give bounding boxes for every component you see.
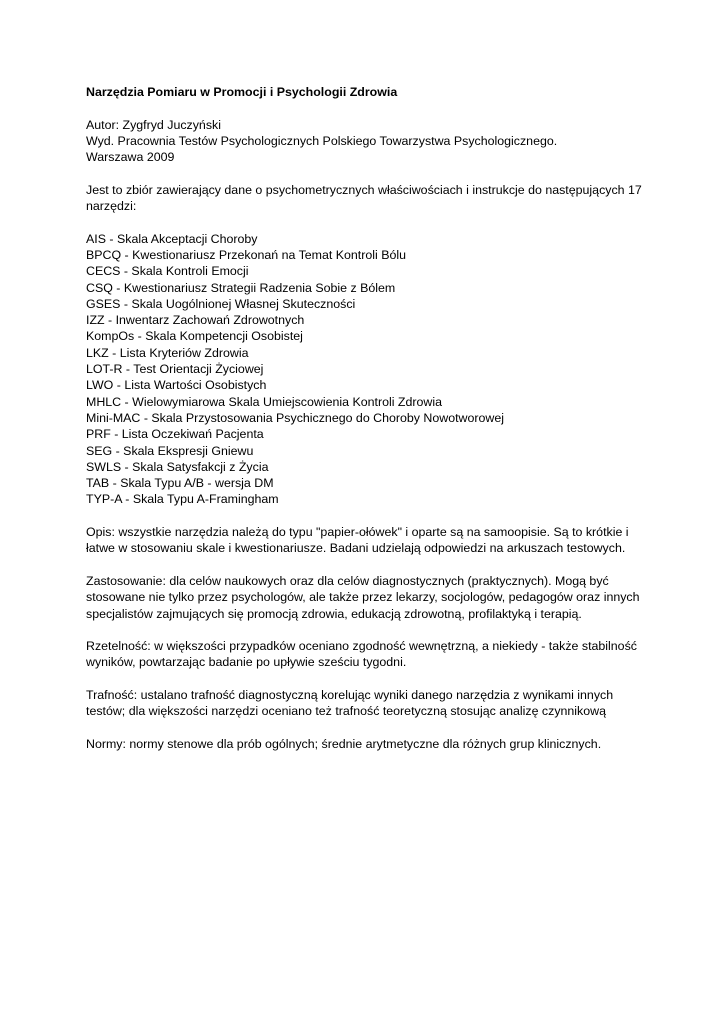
intro-line: Jest to zbiór zawierający dane o psychometrycznych właściwościach i instrukcje do następujących 17 (86, 182, 642, 197)
spacer (86, 671, 646, 687)
tool-item: AIS - Skala Akceptacji Choroby (86, 231, 258, 246)
tool-item: MHLC - Wielowymiarowa Skala Umiejscowienia Kontroli Zdrowia (86, 394, 442, 409)
publisher-line: Wyd. Pracownia Testów Psychologicznych Polskiego Towarzystwa Psychologicznego. (86, 133, 558, 148)
tool-item: SWLS - Skala Satysfakcji z Życia (86, 459, 269, 474)
spacer (86, 165, 646, 181)
zastosowanie-line: stosowane nie tylko przez psychologów, ale także przez lekarzy, socjologów, pedagogów oraz innych (86, 590, 640, 605)
place-year-line: Warszawa 2009 (86, 150, 175, 165)
trafnosc-line: testów; dla większości narzędzi oceniano też trafność teoretyczną stosując analizę czynnikową (86, 704, 606, 719)
tool-item: KompOs - Skala Kompetencji Osobistej (86, 329, 303, 344)
tool-item: LWO - Lista Wartości Osobistych (86, 378, 267, 393)
spacer (86, 720, 646, 736)
zastosowanie-line: specjalistów zajmujących się promocją zdrowia, edukacją zdrowotną, profilaktyką i terapią. (86, 606, 582, 621)
tool-item: IZZ - Inwentarz Zachowań Zdrowotnych (86, 313, 305, 328)
tool-item: PRF - Lista Oczekiwań Pacjenta (86, 427, 264, 442)
opis-line: Opis: wszystkie narzędzia należą do typu "papier-ołówek" i oparte są na samoopisie. Są to krótkie i (86, 525, 629, 540)
tool-item: CECS - Skala Kontroli Emocji (86, 264, 249, 279)
tool-item: BPCQ - Kwestionariusz Przekonań na Temat Kontroli Bólu (86, 247, 407, 262)
tool-item: CSQ - Kwestionariusz Strategii Radzenia Sobie z Bólem (86, 280, 396, 295)
tool-item: TYP-A - Skala Typu A-Framingham (86, 492, 279, 507)
intro-line: narzędzi: (86, 199, 137, 214)
opis-paragraph (86, 524, 646, 557)
rzetelnosc-line: wyników, powtarzając badanie po upływie sześciu tygodni. (86, 655, 407, 670)
tool-item: Mini-MAC - Skala Przystosowania Psychicznego do Choroby Nowotworowej (86, 410, 505, 425)
trafnosc-line: Trafność: ustalano trafność diagnostyczną korelując wyniki danego narzędzia z wynikami innych (86, 687, 614, 702)
tools-list (86, 231, 646, 508)
tool-item: LKZ - Lista Kryteriów Zdrowia (86, 345, 249, 360)
opis-line: łatwe w stosowaniu skale i kwestionariusze. Badani udzielają odpowiedzi na arkuszach testowych. (86, 541, 626, 556)
spacer (86, 214, 646, 230)
author-line: Autor: Zygfryd Juczyński (86, 117, 221, 132)
zastosowanie-line: Zastosowanie: dla celów naukowych oraz dla celów diagnostycznych (praktycznych). Mogą być (86, 573, 609, 588)
document-page (86, 84, 646, 752)
spacer (86, 100, 646, 116)
spacer (86, 557, 646, 573)
trafnosc-paragraph (86, 687, 646, 720)
spacer (86, 622, 646, 638)
normy-line: Normy: normy stenowe dla prób ogólnych; średnie arytmetyczne dla różnych grup klinicznych. (86, 736, 602, 751)
zastosowanie-paragraph (86, 573, 646, 622)
intro-paragraph (86, 182, 646, 215)
document-title: Narzędzia Pomiaru w Promocji i Psychologii Zdrowia (86, 85, 398, 99)
rzetelnosc-line: Rzetelność: w większości przypadków oceniano zgodność wewnętrzną, a niekiedy - także stabilność (86, 639, 637, 654)
tool-item: LOT-R - Test Orientacji Życiowej (86, 362, 264, 377)
tool-item: SEG - Skala Ekspresji Gniewu (86, 443, 254, 458)
rzetelnosc-paragraph (86, 638, 646, 671)
tool-item: GSES - Skala Uogólnionej Własnej Skuteczności (86, 296, 356, 311)
publication-info (86, 117, 646, 166)
tool-item: TAB - Skala Typu A/B - wersja DM (86, 476, 274, 491)
spacer (86, 508, 646, 524)
normy-paragraph (86, 736, 646, 752)
